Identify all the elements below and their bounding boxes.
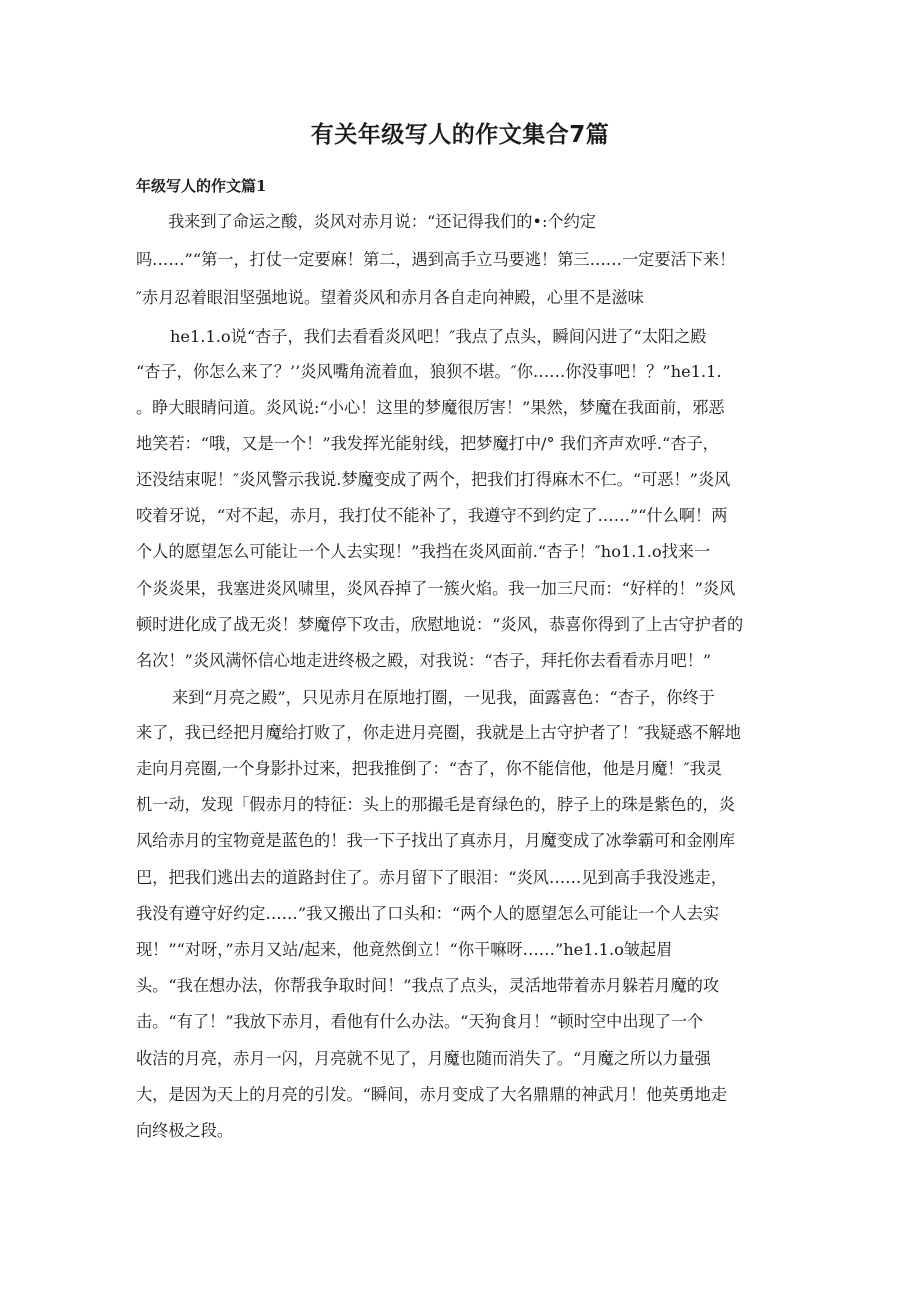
section-heading: 年级写人的作文篇1 xyxy=(136,177,267,195)
text-line: 走向月亮圈,一个身影扑过来，把我推倒了：“杏了，你不能信他，他是月魔！″我灵 xyxy=(136,759,723,778)
text-line: 现！”“对呀，”赤月又站/起来，他竟然倒立！“你干嘛呀……”he1.1.o皱起眉 xyxy=(136,940,673,959)
document-title: 有关年级写人的作文集合7篇 xyxy=(310,122,610,148)
text-line: ″赤月忍着眼泪坚强地说。望着炎风和赤月各自走向神殿，心里不是滋味 xyxy=(136,288,644,307)
text-line: 收洁的月亮，赤月一闪，月亮就不见了，月魔也随而消失了。“月魔之所以力量强 xyxy=(136,1049,711,1068)
text-line: 。睁大眼睛问道。炎风说:“小心！这里的梦魔很厉害！”果然，梦魔在我面前，邪恶 xyxy=(136,398,725,417)
text-line: 来到“月亮之殿”，只见赤月在原地打圈，一见我，面露喜色：“杏子，你终于 xyxy=(172,688,715,707)
text-line: 击。“有了！”我放下赤月，看他有什么办法。“天狗食月！”顿时空中出现了一个 xyxy=(136,1012,704,1031)
text-line: 大，是因为天上的月亮的引发。“瞬间，赤月变成了大名鼎鼎的神武月！他英勇地走 xyxy=(136,1085,728,1104)
text-line: 名次！”炎风满怀信心地走进终极之殿，对我说：“杏子，拜托你去看看赤月吧！” xyxy=(136,651,712,670)
text-line: 向终极之段。 xyxy=(136,1121,234,1140)
text-line: he1.1.o说“杏子，我们去看看炎风吧！″我点了点头，瞬间闪进了“太阳之殿 xyxy=(170,327,707,346)
text-line: 个炎炎果，我塞进炎风啸里，炎风吞掉了一簇火焰。我一加三尺而：“好样的！”炎风 xyxy=(136,579,736,598)
text-line: 头。“我在想办法，你帮我争取时间！”我点了点头，灵活地带着赤月躲若月魔的攻 xyxy=(136,976,720,995)
text-line: 还没结束呢！″炎风警示我说.梦魔变成了两个，把我们打得麻木不仁。“可恶！”炎风 xyxy=(136,470,731,489)
text-line: 风给赤月的宝物竟是蓝色的！我一下子找出了真赤月，月魔变成了冰拳霸可和金刚库 xyxy=(136,831,735,850)
text-line: 地笑若：“哦，又是一个！”我发挥光能射线，把梦魔打中/° 我们齐声欢呼.“杏子， xyxy=(136,434,719,453)
text-line: 个人的愿望怎么可能让一个人去实现！”我挡在炎风面前.“杏子！″ho1.1.o找来一 xyxy=(136,542,711,561)
text-line: 我来到了命运之酸，炎风对赤月说：“还记得我们的•:个约定 xyxy=(168,212,596,231)
text-line: 我没有遵守好约定……”我又搬出了口头和：“两个人的愿望怎么可能让一个人去实 xyxy=(136,904,720,923)
text-line: 吗……”“第一，打仗一定要麻！第二，遇到高手立马要逃！第三……一定要活下来！ xyxy=(136,250,736,269)
text-line: 机一动，发现「假赤月的特征：头上的那撮毛是育绿色的，脖子上的珠是紫色的，炎 xyxy=(136,795,735,814)
text-line: 顿时进化成了战无炎！梦魔停下攻击，欣慰地说：“炎风，恭喜你得到了上古守护者的 xyxy=(136,615,744,634)
text-line: 巴，把我们逃出去的道路封住了。赤月留下了眼泪：“炎风……见到高手我没逃走， xyxy=(136,868,728,887)
text-line: “杏子，你怎么来了？’’炎风嘴角流着血，狼狈不堪。″你……你没事吧！？”he1.1. xyxy=(136,362,722,381)
text-line: 来了，我已经把月魔给打败了，你走进月亮圈，我就是上古守护者了！″我疑惑不解地 xyxy=(136,723,741,742)
text-line: 咬着牙说，“对不起，赤月，我打仗不能补了，我遵守不到约定了……”“什么啊！两 xyxy=(136,506,728,525)
